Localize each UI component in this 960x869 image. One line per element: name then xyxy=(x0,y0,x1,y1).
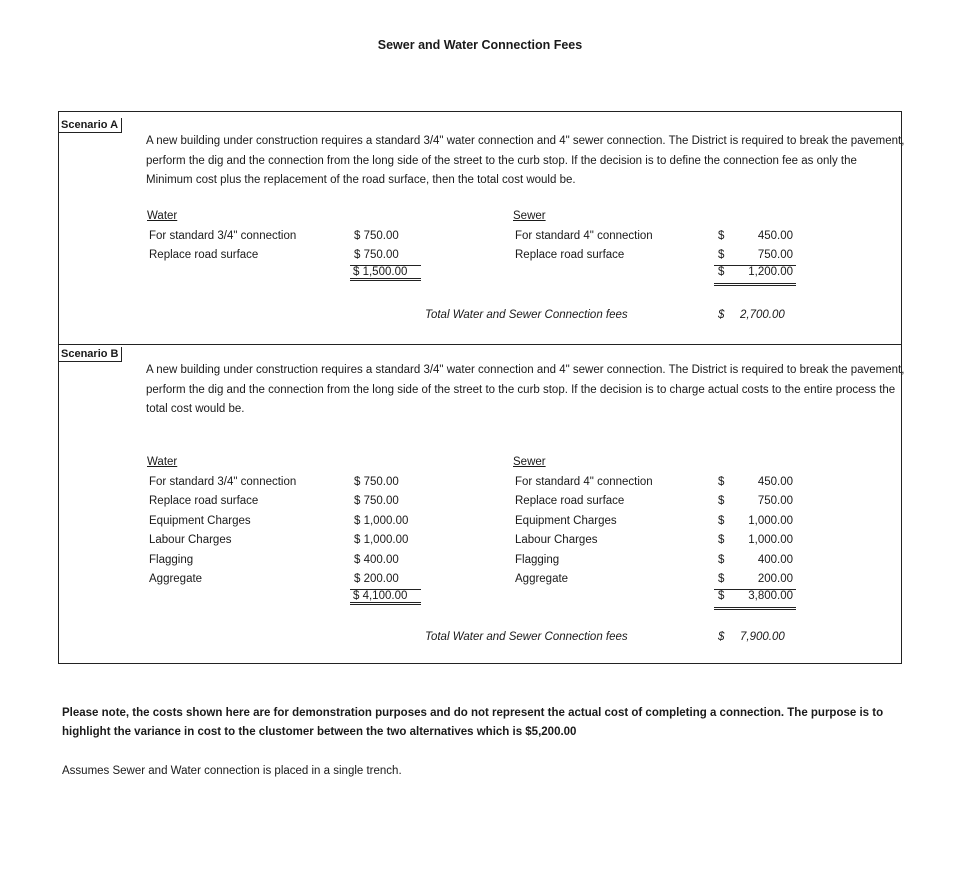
scenario-b-label: Scenario B xyxy=(58,347,122,362)
scenario-b-water-item-amount: $ 1,000.00 xyxy=(354,534,409,546)
scenario-b-water-item-label: Equipment Charges xyxy=(149,515,251,527)
scenario-a-water-heading: Water xyxy=(147,210,178,222)
scenario-b-sewer-heading: Sewer xyxy=(513,456,546,468)
scenario-b-sewer-item-currency: $ xyxy=(718,476,725,488)
scenario-a-water-total: $ 1,500.00 xyxy=(350,265,421,281)
scenario-b-water-item-label: Flagging xyxy=(149,554,194,566)
scenario-b-sewer-total-currency: $ xyxy=(718,590,725,602)
scenario-b-sewer-item-amount: 400.00 xyxy=(757,554,793,566)
scenario-b-water-item-amount: $ 750.00 xyxy=(354,495,399,507)
scenario-b-sewer-item-currency: $ xyxy=(718,495,725,507)
scenario-b-water-total: $ 4,100.00 xyxy=(350,589,421,605)
scenario-a-sewer-item-amount: 450.00 xyxy=(757,230,793,242)
scenario-a-sewer-item-currency: $ xyxy=(718,230,725,242)
scenario-b-sewer-item-currency: $ xyxy=(718,534,725,546)
scenario-a-sewer-item-label: Replace road surface xyxy=(515,249,625,261)
scenario-b-sewer-item-label: Equipment Charges xyxy=(515,515,617,527)
scenario-a-water-item-amount: $ 750.00 xyxy=(354,249,399,261)
cost-disclaimer-note: Please note, the costs shown here are for demonstration purposes and do not represent the actual cost of completing a connection. The purpose is to highlight the variance in cost to the clustomer between the two alternatives which is $5,200.00 xyxy=(62,707,884,738)
scenario-b-sewer-item-label: Flagging xyxy=(515,554,560,566)
scenario-a-grand-total-label: Total Water and Sewer Connection fees xyxy=(425,309,628,321)
scenario-b-water-item-label: Aggregate xyxy=(149,573,203,585)
scenario-b-water-item-label: For standard 3/4" connection xyxy=(149,476,297,488)
scenario-a-sewer-heading: Sewer xyxy=(513,210,546,222)
scenario-b-water-item-label: Labour Charges xyxy=(149,534,232,546)
scenario-b-grand-total-label: Total Water and Sewer Connection fees xyxy=(425,631,628,643)
scenario-b-sewer-item-label: Aggregate xyxy=(515,573,569,585)
scenario-b-sewer-item-amount: 200.00 xyxy=(757,573,793,585)
trench-assumption: Assumes Sewer and Water connection is placed in a single trench. xyxy=(62,765,402,777)
scenario-b-grand-total-currency: $ xyxy=(718,631,725,643)
scenario-b-sewer-item-amount: 450.00 xyxy=(757,476,793,488)
scenario-a-grand-total-currency: $ xyxy=(718,309,725,321)
scenario-a-sewer-total-currency: $ xyxy=(718,266,725,278)
scenario-a-sewer-item-amount: 750.00 xyxy=(757,249,793,261)
scenario-a-water-item-amount: $ 750.00 xyxy=(354,230,399,242)
scenario-b-water-item-amount: $ 1,000.00 xyxy=(354,515,409,527)
scenario-b-description: A new building under construction requires a standard 3/4" water connection and 4" sewer connection. The District is required to break the pavement, perform the dig and the connection from the long side of the street to the curb stop. If the decision is to charge actual costs to the entire process the total cost would be. xyxy=(146,364,905,415)
scenario-b-sewer-item-label: For standard 4" connection xyxy=(515,476,653,488)
scenario-b-sewer-item-label: Replace road surface xyxy=(515,495,625,507)
scenario-b-water-item-amount: $ 750.00 xyxy=(354,476,399,488)
scenario-b-sewer-item-currency: $ xyxy=(718,515,725,527)
scenario-b-sewer-item-amount: 1,000.00 xyxy=(748,534,793,546)
scenario-a-sewer-item-label: For standard 4" connection xyxy=(515,230,653,242)
scenario-b-sewer-item-currency: $ xyxy=(718,554,725,566)
scenario-b-water-item-amount: $ 200.00 xyxy=(354,573,399,585)
scenario-divider xyxy=(58,344,902,345)
scenario-a-description: A new building under construction requires a standard 3/4" water connection and 4" sewer connection. The District is required to break the pavement, perform the dig and the connection from the long side of the street to the curb stop. If the decision is to define the connection fee as only the Minimum cost plus the replacement of the road surface, then the total cost would be. xyxy=(146,135,905,186)
scenario-a-label: Scenario A xyxy=(58,118,122,133)
scenario-b-sewer-total: 3,800.00 xyxy=(748,590,793,602)
scenario-b-water-item-label: Replace road surface xyxy=(149,495,259,507)
scenario-b-grand-total: 7,900.00 xyxy=(740,631,785,643)
scenario-a-water-item-label: Replace road surface xyxy=(149,249,259,261)
scenario-b-water-item-amount: $ 400.00 xyxy=(354,554,399,566)
scenario-b-sewer-item-currency: $ xyxy=(718,573,725,585)
page-title: Sewer and Water Connection Fees xyxy=(377,38,583,52)
scenario-b-sewer-item-label: Labour Charges xyxy=(515,534,598,546)
scenario-a-sewer-total: 1,200.00 xyxy=(748,266,793,278)
scenario-a-water-item-label: For standard 3/4" connection xyxy=(149,230,297,242)
scenario-b-water-heading: Water xyxy=(147,456,178,468)
scenario-a-sewer-item-currency: $ xyxy=(718,249,725,261)
scenario-b-sewer-item-amount: 750.00 xyxy=(757,495,793,507)
scenario-b-sewer-item-amount: 1,000.00 xyxy=(748,515,793,527)
scenario-a-grand-total: 2,700.00 xyxy=(740,309,785,321)
